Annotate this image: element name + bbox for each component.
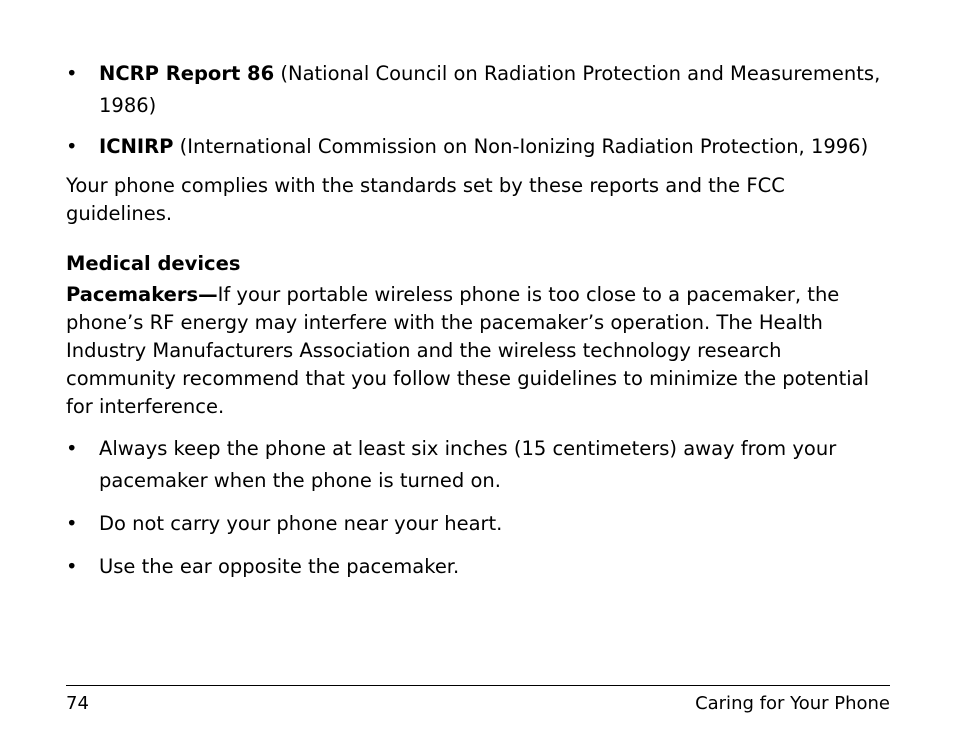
compliance-paragraph: Your phone complies with the standards set by these reports and the FCC guidelines.: [66, 174, 785, 225]
bullet-icon: •: [66, 437, 78, 460]
bullet-icon: •: [66, 135, 78, 158]
list-item: [66, 433, 892, 497]
chapter-title: Caring for Your Phone: [695, 693, 890, 714]
list-item: [66, 551, 892, 583]
reference-item-ncrp: [66, 58, 892, 122]
page-content: [66, 58, 892, 594]
section-heading: Medical devices: [66, 252, 241, 275]
reference-description: (International Commission on Non-Ionizing Radiation Protection, 1996): [173, 135, 869, 158]
pacemakers-lead: Pacemakers—: [66, 283, 218, 306]
list-item: [66, 508, 892, 540]
reference-name: NCRP Report 86: [99, 62, 275, 85]
guideline-text: Always keep the phone at least six inches (15 centimeters) away from your pacemaker when the phone is turned on.: [99, 437, 837, 492]
pacemakers-paragraph: [66, 281, 892, 421]
reference-item-icnirp: [66, 131, 892, 163]
pacemakers-body: If your portable wireless phone is too close to a pacemaker, the phone’s RF energy may interfere with the pacemaker’s operation. The Health Industry Manufacturers Association and the wireless technology research community recommend that you follow these guidelines to minimize the potential for interference.: [66, 283, 870, 418]
reference-name: ICNIRP: [99, 135, 174, 158]
guideline-text: Do not carry your phone near your heart.: [99, 512, 503, 535]
guideline-list: [66, 433, 892, 583]
reference-list: [66, 58, 892, 163]
reference-description: (National Council on Radiation Protection and Measurements, 1986): [99, 62, 881, 117]
bullet-icon: •: [66, 62, 78, 85]
guideline-text: Use the ear opposite the pacemaker.: [99, 555, 460, 578]
bullet-icon: •: [66, 512, 78, 535]
page-number: 74: [66, 693, 89, 714]
bullet-icon: •: [66, 555, 78, 578]
footer-divider: [66, 685, 890, 686]
